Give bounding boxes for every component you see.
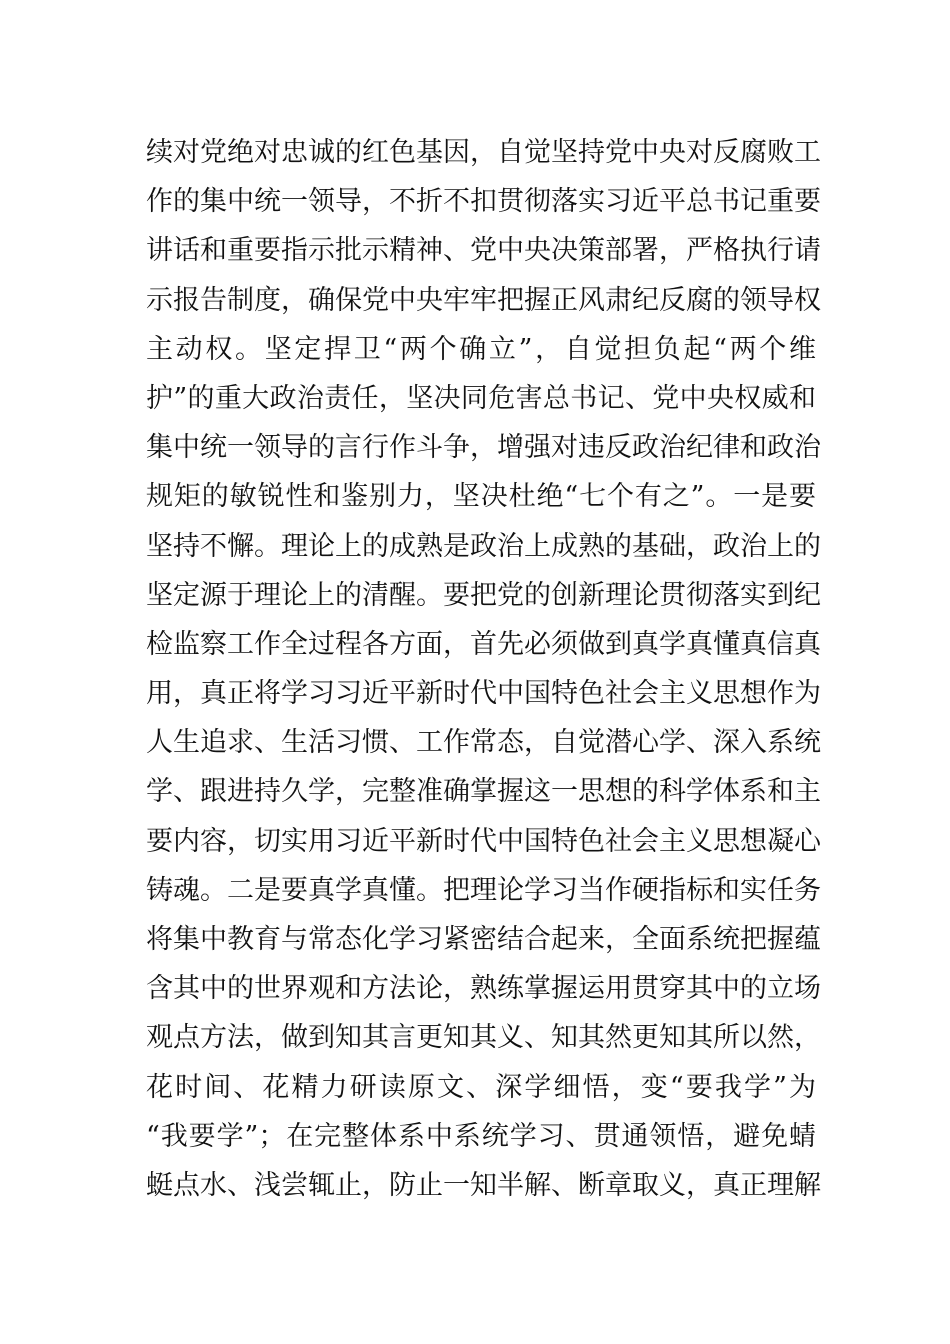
text-line: 集中统一领导的言行作斗争，增强对违反政治纪律和政治 — [146, 432, 821, 464]
text-line: 坚定源于理论上的清醒。要把党的创新理论贯彻落实到纪 — [146, 579, 821, 611]
text-line: 规矩的敏锐性和鉴别力，坚决杜绝“七个有之”。一是要 — [146, 481, 816, 513]
text-line: 坚持不懈。理论上的成熟是政治上成熟的基础，政治上的 — [146, 530, 821, 562]
text-line: 检监察工作全过程各方面，首先必须做到真学真懂真信真 — [146, 628, 821, 660]
text-line: 示报告制度，确保党中央牢牢把握正风肃纪反腐的领导权 — [146, 284, 821, 316]
text-line: 护”的重大政治责任，坚决同危害总书记、党中央权威和 — [146, 382, 816, 414]
text-line: 作的集中统一领导，不折不扣贯彻落实习近平总书记重要 — [146, 186, 821, 218]
text-line: 要内容，切实用习近平新时代中国特色社会主义思想凝心 — [146, 825, 821, 857]
text-line: 主动权。坚定捍卫“两个确立”，自觉担负起“两个维 — [146, 333, 816, 365]
text-line: 将集中教育与常态化学习紧密结合起来，全面系统把握蕴 — [146, 924, 821, 955]
text-line: 观点方法，做到知其言更知其义、知其然更知其所以然， — [146, 1022, 821, 1054]
text-line: 含其中的世界观和方法论，熟练掌握运用贯穿其中的立场 — [146, 973, 821, 1005]
text-line: 铸魂。二是要真学真懂。把理论学习当作硬指标和实任务 — [146, 874, 821, 906]
text-line: 蜓点水、浅尝辄止，防止一知半解、断章取义，真正理解 — [146, 1169, 821, 1201]
text-line: “我要学”；在完整体系中系统学习、贯通领悟，避免蜻 — [146, 1120, 816, 1152]
text-line: 用，真正将学习习近平新时代中国特色社会主义思想作为 — [146, 678, 821, 710]
body-text — [146, 128, 821, 1210]
text-line: 人生追求、生活习惯、工作常态，自觉潜心学、深入系统 — [146, 727, 821, 759]
text-line: 花时间、花精力研读原文、深学细悟，变“要我学”为 — [146, 1071, 816, 1103]
text-line: 讲话和重要指示批示精神、党中央决策部署，严格执行请 — [146, 235, 821, 267]
text-line: 学、跟进持久学，完整准确掌握这一思想的科学体系和主 — [146, 776, 821, 808]
text-line: 续对党绝对忠诚的红色基因，自觉坚持党中央对反腐败工 — [146, 137, 821, 168]
